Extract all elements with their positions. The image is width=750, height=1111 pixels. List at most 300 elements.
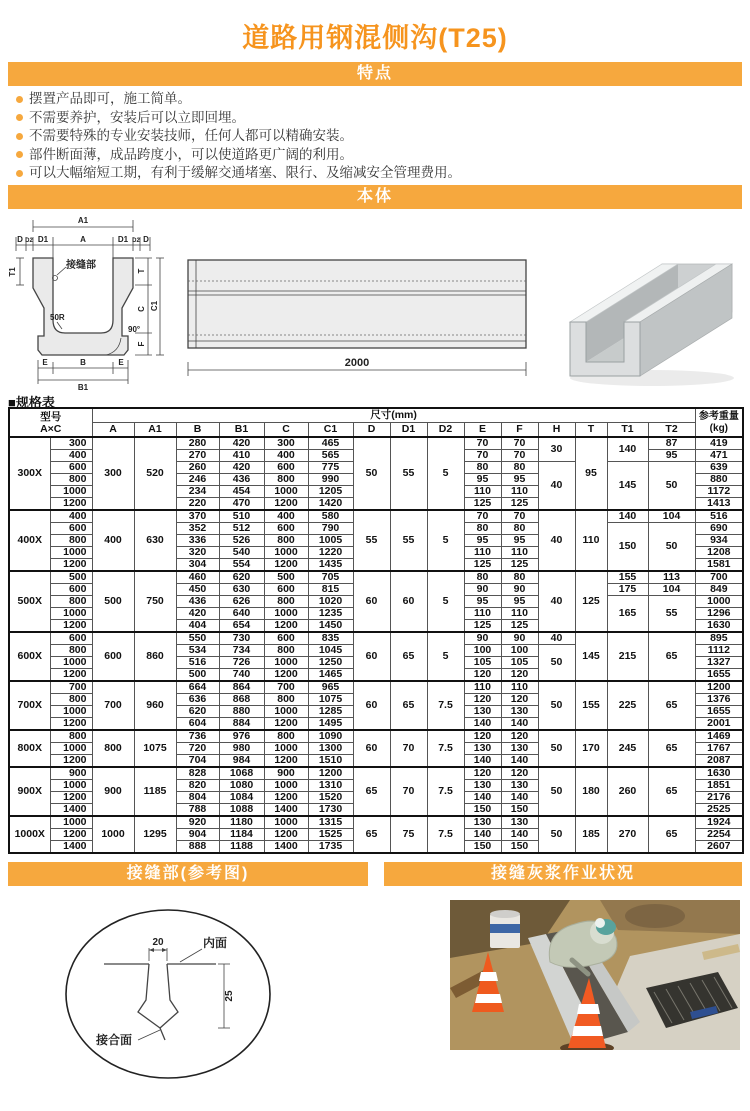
dim-cell-b1: 880	[219, 706, 264, 718]
dim-cell-c: 700	[264, 681, 308, 694]
dim-cell-c: 300	[264, 437, 308, 450]
dim-cell-t1: 215	[607, 632, 648, 681]
dim-cell-w: 1208	[695, 547, 743, 559]
dim-cell-c1: 1250	[308, 657, 353, 669]
model-cell: 700X	[9, 681, 50, 730]
dim-cell-b1: 734	[219, 645, 264, 657]
dim-cell-e: 80	[464, 462, 501, 474]
dim-cell-t2: 50	[648, 523, 695, 572]
dim-cell-c: 600	[264, 462, 308, 474]
dim-cell-c1: 1435	[308, 559, 353, 572]
joint-detail-drawing	[8, 892, 368, 1097]
dim-cell-a: 800	[92, 730, 134, 767]
dim-cell-b: 604	[176, 718, 219, 731]
size-cell: 800	[50, 694, 92, 706]
dim-cell-w: 639	[695, 462, 743, 474]
dim-cell-b: 260	[176, 462, 219, 474]
page-title: 道路用钢混侧沟(T25)	[242, 23, 508, 53]
table-row	[9, 571, 743, 584]
dim-cell-b: 304	[176, 559, 219, 572]
dim-cell-b1: 868	[219, 694, 264, 706]
dim-cell-w: 934	[695, 535, 743, 547]
dim-cell-c: 800	[264, 645, 308, 657]
cross-section-drawing	[8, 210, 188, 394]
dim-cell-f: 140	[501, 829, 538, 841]
dim-cell-b1: 454	[219, 486, 264, 498]
dim-cell-b1: 436	[219, 474, 264, 486]
dim-cell-b1: 1184	[219, 829, 264, 841]
dim-cell-f: 120	[501, 694, 538, 706]
dim-cell-w: 895	[695, 632, 743, 645]
dim-cell-a1: 1185	[134, 767, 176, 816]
dim-cell-f: 105	[501, 657, 538, 669]
dim-cell-f: 70	[501, 437, 538, 450]
dim-cell-c: 1000	[264, 547, 308, 559]
bullet-icon	[16, 114, 23, 121]
size-cell: 400	[50, 450, 92, 462]
dim-cell-b: 370	[176, 510, 219, 523]
dim-cell-t1: 260	[607, 767, 648, 816]
dim-cell-c: 600	[264, 632, 308, 645]
dim-cell-w: 419	[695, 437, 743, 450]
dim-cell-c1: 1235	[308, 608, 353, 620]
dim-cell-f: 90	[501, 584, 538, 596]
dim-cell-f: 70	[501, 510, 538, 523]
dim-cell-w: 1630	[695, 767, 743, 780]
bullet-icon	[16, 133, 23, 140]
dim-b1: B1	[77, 383, 89, 392]
dim-cell-t1: 175	[607, 584, 648, 596]
dim-cell-b: 336	[176, 535, 219, 547]
dim-cell-e: 70	[464, 510, 501, 523]
dim-cell-c: 500	[264, 571, 308, 584]
dim-cell-w: 2087	[695, 755, 743, 768]
dim-cell-w: 2001	[695, 718, 743, 731]
table-row	[9, 816, 743, 829]
dim-cell-w: 1200	[695, 681, 743, 694]
table-row	[9, 730, 743, 743]
dim-cell-b: 352	[176, 523, 219, 535]
dim-cell-d1: 65	[390, 632, 427, 681]
dim-cell-b: 450	[176, 584, 219, 596]
dim-cell-a1: 630	[134, 510, 176, 571]
dim-cell-w: 1655	[695, 669, 743, 682]
dim-cell-c: 1000	[264, 816, 308, 829]
size-cell: 800	[50, 730, 92, 743]
size-cell: 1000	[50, 816, 92, 829]
table-row	[9, 632, 743, 645]
dim-cell-c1: 1200	[308, 767, 353, 780]
dim-cell-t1: 150	[607, 523, 648, 572]
dim-cell-c1: 1420	[308, 498, 353, 511]
dim-cell-c1: 1520	[308, 792, 353, 804]
dim-cell-d1: 55	[390, 510, 427, 571]
dim-cell-h: 40	[538, 510, 575, 571]
dim-cell-w: 1376	[695, 694, 743, 706]
dim-cell-e: 110	[464, 486, 501, 498]
dim-cell-w: 1000	[695, 596, 743, 608]
dim-cell-d1: 65	[390, 681, 427, 730]
dim-cell-e: 105	[464, 657, 501, 669]
dim-cell-f: 130	[501, 780, 538, 792]
dim-cell-c: 600	[264, 523, 308, 535]
dim-cell-w: 2607	[695, 841, 743, 854]
dim-cell-c1: 1450	[308, 620, 353, 633]
dim-cell-e: 130	[464, 816, 501, 829]
header-dim-h: H	[538, 423, 575, 438]
dim-d2-right: D2	[132, 238, 140, 244]
dim-cell-t1: 140	[607, 510, 648, 523]
dim-cell-a: 700	[92, 681, 134, 730]
header-dim-d: D	[353, 423, 390, 438]
dim-cell-d2: 5	[427, 437, 464, 510]
dim-cell-c: 1000	[264, 743, 308, 755]
section-banner-grout: 接缝灰浆作业状况	[384, 862, 742, 886]
model-cell: 800X	[9, 730, 50, 767]
dim-cell-t2: 104	[648, 510, 695, 523]
dim-c1: C1	[150, 300, 159, 312]
dim-cell-d2: 7.5	[427, 816, 464, 853]
model-cell: 400X	[9, 510, 50, 571]
dim-cell-c: 1200	[264, 792, 308, 804]
dim-cell-a1: 860	[134, 632, 176, 681]
dim-cell-e: 125	[464, 498, 501, 511]
feature-item	[16, 90, 736, 109]
dim-cell-e: 140	[464, 718, 501, 731]
dim-cell-b1: 540	[219, 547, 264, 559]
dim-cell-w: 1327	[695, 657, 743, 669]
dim-e-left: E	[42, 358, 48, 367]
dim-cell-b: 436	[176, 596, 219, 608]
dim-cell-e: 120	[464, 669, 501, 682]
grout-work-photo	[450, 900, 740, 1050]
dim-cell-e: 150	[464, 804, 501, 817]
dim-cell-d2: 7.5	[427, 681, 464, 730]
size-cell: 1200	[50, 620, 92, 633]
header-dim-c1: C1	[308, 423, 353, 438]
size-cell: 1200	[50, 792, 92, 804]
dim-cell-f: 140	[501, 755, 538, 768]
dim-cell-b1: 984	[219, 755, 264, 768]
dim-cell-b: 820	[176, 780, 219, 792]
dim-f: F	[137, 341, 146, 347]
dim-cell-t2: 50	[648, 462, 695, 511]
table-row	[9, 767, 743, 780]
dim-cell-b: 920	[176, 816, 219, 829]
size-cell: 1000	[50, 486, 92, 498]
dim-cell-c: 1200	[264, 620, 308, 633]
joint-inner-face-label: 内面	[203, 936, 228, 950]
dim-cell-t: 95	[575, 437, 607, 510]
dim-cell-c: 1200	[264, 559, 308, 572]
dim-cell-w: 690	[695, 523, 743, 535]
dim-cell-w: 2176	[695, 792, 743, 804]
dim-cell-e: 125	[464, 559, 501, 572]
model-cell: 600X	[9, 632, 50, 681]
model-cell: 1000X	[9, 816, 50, 853]
dim-cell-c: 1000	[264, 706, 308, 718]
dim-a1: A1	[77, 216, 89, 225]
dim-cell-e: 130	[464, 706, 501, 718]
dim-50r: 50R	[50, 313, 65, 322]
dim-cell-w: 471	[695, 450, 743, 462]
feature-text: 可以大幅缩短工期，有利于缓解交通堵塞、限行、及缩减安全管理费用。	[29, 165, 461, 180]
dim-cell-c1: 565	[308, 450, 353, 462]
dim-cell-b1: 1080	[219, 780, 264, 792]
dim-cell-w: 1851	[695, 780, 743, 792]
dim-cell-e: 120	[464, 730, 501, 743]
header-model: 型号 A×C	[9, 408, 92, 437]
features-list	[16, 90, 736, 183]
dim-cell-e: 120	[464, 694, 501, 706]
header-dim-c: C	[264, 423, 308, 438]
dim-cell-t1: 140	[607, 437, 648, 462]
dim-cell-d1: 60	[390, 571, 427, 632]
dim-cell-d: 50	[353, 437, 390, 510]
dim-cell-t: 110	[575, 510, 607, 571]
dim-cell-b1: 526	[219, 535, 264, 547]
dim-cell-e: 110	[464, 608, 501, 620]
dim-cell-t2: 65	[648, 816, 695, 853]
dim-cell-d: 55	[353, 510, 390, 571]
joint-face-label: 接合面	[96, 1033, 133, 1047]
dim-cell-e: 90	[464, 632, 501, 645]
dim-cell-f: 90	[501, 632, 538, 645]
dim-cell-d: 60	[353, 632, 390, 681]
dim-cell-b: 404	[176, 620, 219, 633]
dim-cell-d1: 70	[390, 767, 427, 816]
feature-item	[16, 127, 736, 146]
dim-cell-f: 140	[501, 792, 538, 804]
dim-cell-b: 736	[176, 730, 219, 743]
table-row	[9, 437, 743, 450]
dim-d2-left: D2	[25, 238, 33, 244]
dim-cell-t: 170	[575, 730, 607, 767]
dim-cell-t: 185	[575, 816, 607, 853]
spec-table	[8, 407, 744, 854]
dim-cell-b: 460	[176, 571, 219, 584]
dim-cell-e: 140	[464, 829, 501, 841]
dim-cell-t2: 65	[648, 767, 695, 816]
dim-cell-f: 80	[501, 571, 538, 584]
dim-cell-f: 125	[501, 620, 538, 633]
dim-cell-b1: 626	[219, 596, 264, 608]
mortar-bucket	[490, 910, 520, 948]
size-cell: 900	[50, 767, 92, 780]
body-drawings	[8, 210, 742, 394]
dim-cell-h: 50	[538, 681, 575, 730]
dim-cell-w: 1296	[695, 608, 743, 620]
dim-cell-c1: 1300	[308, 743, 353, 755]
dim-cell-c: 1200	[264, 498, 308, 511]
size-cell: 300	[50, 437, 92, 450]
dim-cell-c: 800	[264, 474, 308, 486]
dim-cell-a: 600	[92, 632, 134, 681]
header-dim-b1: B1	[219, 423, 264, 438]
dim-cell-t2: 113	[648, 571, 695, 584]
dim-cell-d2: 5	[427, 510, 464, 571]
dim-cell-b1: 980	[219, 743, 264, 755]
section-banner-features: 特点	[8, 62, 742, 86]
header-dim-t1: T1	[607, 423, 648, 438]
dim-cell-b: 516	[176, 657, 219, 669]
header-dim-t: T	[575, 423, 607, 438]
header-dim-a1: A1	[134, 423, 176, 438]
dim-cell-b: 320	[176, 547, 219, 559]
dim-cell-b: 636	[176, 694, 219, 706]
dim-cell-b1: 420	[219, 462, 264, 474]
side-view-drawing	[184, 210, 540, 394]
header-dim-f: F	[501, 423, 538, 438]
dim-cell-b1: 726	[219, 657, 264, 669]
size-cell: 500	[50, 571, 92, 584]
dim-cell-d1: 75	[390, 816, 427, 853]
dim-cell-c: 400	[264, 510, 308, 523]
dim-cell-b: 234	[176, 486, 219, 498]
dim-cell-b1: 640	[219, 608, 264, 620]
dim-cell-b1: 1180	[219, 816, 264, 829]
size-cell: 1200	[50, 498, 92, 511]
dim-cell-c: 1400	[264, 804, 308, 817]
dim-cell-c1: 705	[308, 571, 353, 584]
dim-90deg: 90°	[128, 325, 141, 334]
dim-cell-c: 800	[264, 694, 308, 706]
dim-cell-e: 110	[464, 547, 501, 559]
dim-cell-e: 95	[464, 535, 501, 547]
section-banner-body: 本体	[8, 185, 742, 209]
dim-cell-c: 800	[264, 535, 308, 547]
dim-cell-w: 1655	[695, 706, 743, 718]
dim-cell-f: 80	[501, 523, 538, 535]
size-cell: 1400	[50, 841, 92, 854]
model-cell: 900X	[9, 767, 50, 816]
dim-cell-e: 80	[464, 571, 501, 584]
dim-cell-t1: 165	[607, 596, 648, 633]
dim-cell-f: 95	[501, 535, 538, 547]
dim-cell-e: 100	[464, 645, 501, 657]
dim-d-left: D	[17, 235, 23, 244]
dim-cell-h: 40	[538, 462, 575, 511]
dim-cell-a1: 960	[134, 681, 176, 730]
dim-cell-w: 1112	[695, 645, 743, 657]
dim-cell-d1: 70	[390, 730, 427, 767]
dim-cell-b1: 410	[219, 450, 264, 462]
dim-cell-b1: 630	[219, 584, 264, 596]
dim-cell-t: 125	[575, 571, 607, 632]
header-dim-t2: T2	[648, 423, 695, 438]
dim-cell-c1: 1020	[308, 596, 353, 608]
dim-cell-f: 120	[501, 669, 538, 682]
dim-cell-c1: 1465	[308, 669, 353, 682]
dim-cell-b1: 620	[219, 571, 264, 584]
dim-cell-c1: 775	[308, 462, 353, 474]
size-cell: 1000	[50, 706, 92, 718]
dim-cell-h: 50	[538, 645, 575, 682]
dim-cell-w: 1581	[695, 559, 743, 572]
dim-cell-t2: 55	[648, 596, 695, 633]
dim-cell-b: 500	[176, 669, 219, 682]
section-banner-joint: 接缝部(参考图)	[8, 862, 368, 886]
dim-cell-h: 50	[538, 816, 575, 853]
dim-cell-b: 220	[176, 498, 219, 511]
dim-cell-c1: 1285	[308, 706, 353, 718]
size-cell: 1200	[50, 755, 92, 768]
dim-cell-a1: 1075	[134, 730, 176, 767]
dim-cell-b1: 740	[219, 669, 264, 682]
dim-cell-c: 900	[264, 767, 308, 780]
dim-cell-b1: 1068	[219, 767, 264, 780]
dim-cell-a: 900	[92, 767, 134, 816]
dim-cell-t2: 65	[648, 730, 695, 767]
dim-cell-b1: 1188	[219, 841, 264, 854]
dim-cell-c1: 1510	[308, 755, 353, 768]
dim-cell-c: 600	[264, 584, 308, 596]
dim-cell-w: 700	[695, 571, 743, 584]
dim-cell-w: 849	[695, 584, 743, 596]
size-cell: 1200	[50, 669, 92, 682]
dim-cell-c1: 990	[308, 474, 353, 486]
dim-cell-b: 270	[176, 450, 219, 462]
dim-d-right: D	[143, 235, 149, 244]
dim-cell-b1: 554	[219, 559, 264, 572]
dim-cell-e: 125	[464, 620, 501, 633]
joint-part-label: 接缝部	[66, 260, 96, 271]
dim-cell-d2: 5	[427, 632, 464, 681]
dim-cell-e: 130	[464, 780, 501, 792]
dim-cell-f: 140	[501, 718, 538, 731]
dim-cell-t1: 270	[607, 816, 648, 853]
dim-cell-b: 280	[176, 437, 219, 450]
dim-cell-b: 828	[176, 767, 219, 780]
dim-cell-b: 888	[176, 841, 219, 854]
dim-cell-f: 80	[501, 462, 538, 474]
dim-cell-c1: 815	[308, 584, 353, 596]
dim-cell-f: 150	[501, 804, 538, 817]
dim-cell-d2: 5	[427, 571, 464, 632]
dim-cell-e: 120	[464, 767, 501, 780]
size-cell: 400	[50, 510, 92, 523]
feature-text: 不需要养护，安装后可以立即回埋。	[29, 109, 245, 125]
dim-cell-e: 140	[464, 755, 501, 768]
model-cell: 500X	[9, 571, 50, 632]
size-cell: 800	[50, 535, 92, 547]
bullet-icon	[16, 151, 23, 158]
dim-cell-f: 95	[501, 474, 538, 486]
dim-cell-b: 904	[176, 829, 219, 841]
dim-cell-b: 620	[176, 706, 219, 718]
size-cell: 1200	[50, 829, 92, 841]
dim-cell-d: 60	[353, 681, 390, 730]
dim-e-right: E	[118, 358, 124, 367]
dim-cell-t1: 155	[607, 571, 648, 584]
dim-cell-c: 1200	[264, 669, 308, 682]
dim-cell-f: 120	[501, 767, 538, 780]
dim-cell-w: 516	[695, 510, 743, 523]
dim-cell-a: 400	[92, 510, 134, 571]
dim-cell-b1: 884	[219, 718, 264, 731]
dim-cell-b: 704	[176, 755, 219, 768]
dim-cell-f: 130	[501, 743, 538, 755]
dim-cell-t2: 65	[648, 632, 695, 681]
dim-cell-c1: 1045	[308, 645, 353, 657]
dim-cell-f: 125	[501, 559, 538, 572]
dim-cell-h: 30	[538, 437, 575, 462]
dim-cell-t: 145	[575, 632, 607, 681]
dim-cell-w: 1469	[695, 730, 743, 743]
dim-cell-h: 50	[538, 767, 575, 816]
dim-cell-d2: 7.5	[427, 730, 464, 767]
dim-cell-b: 804	[176, 792, 219, 804]
